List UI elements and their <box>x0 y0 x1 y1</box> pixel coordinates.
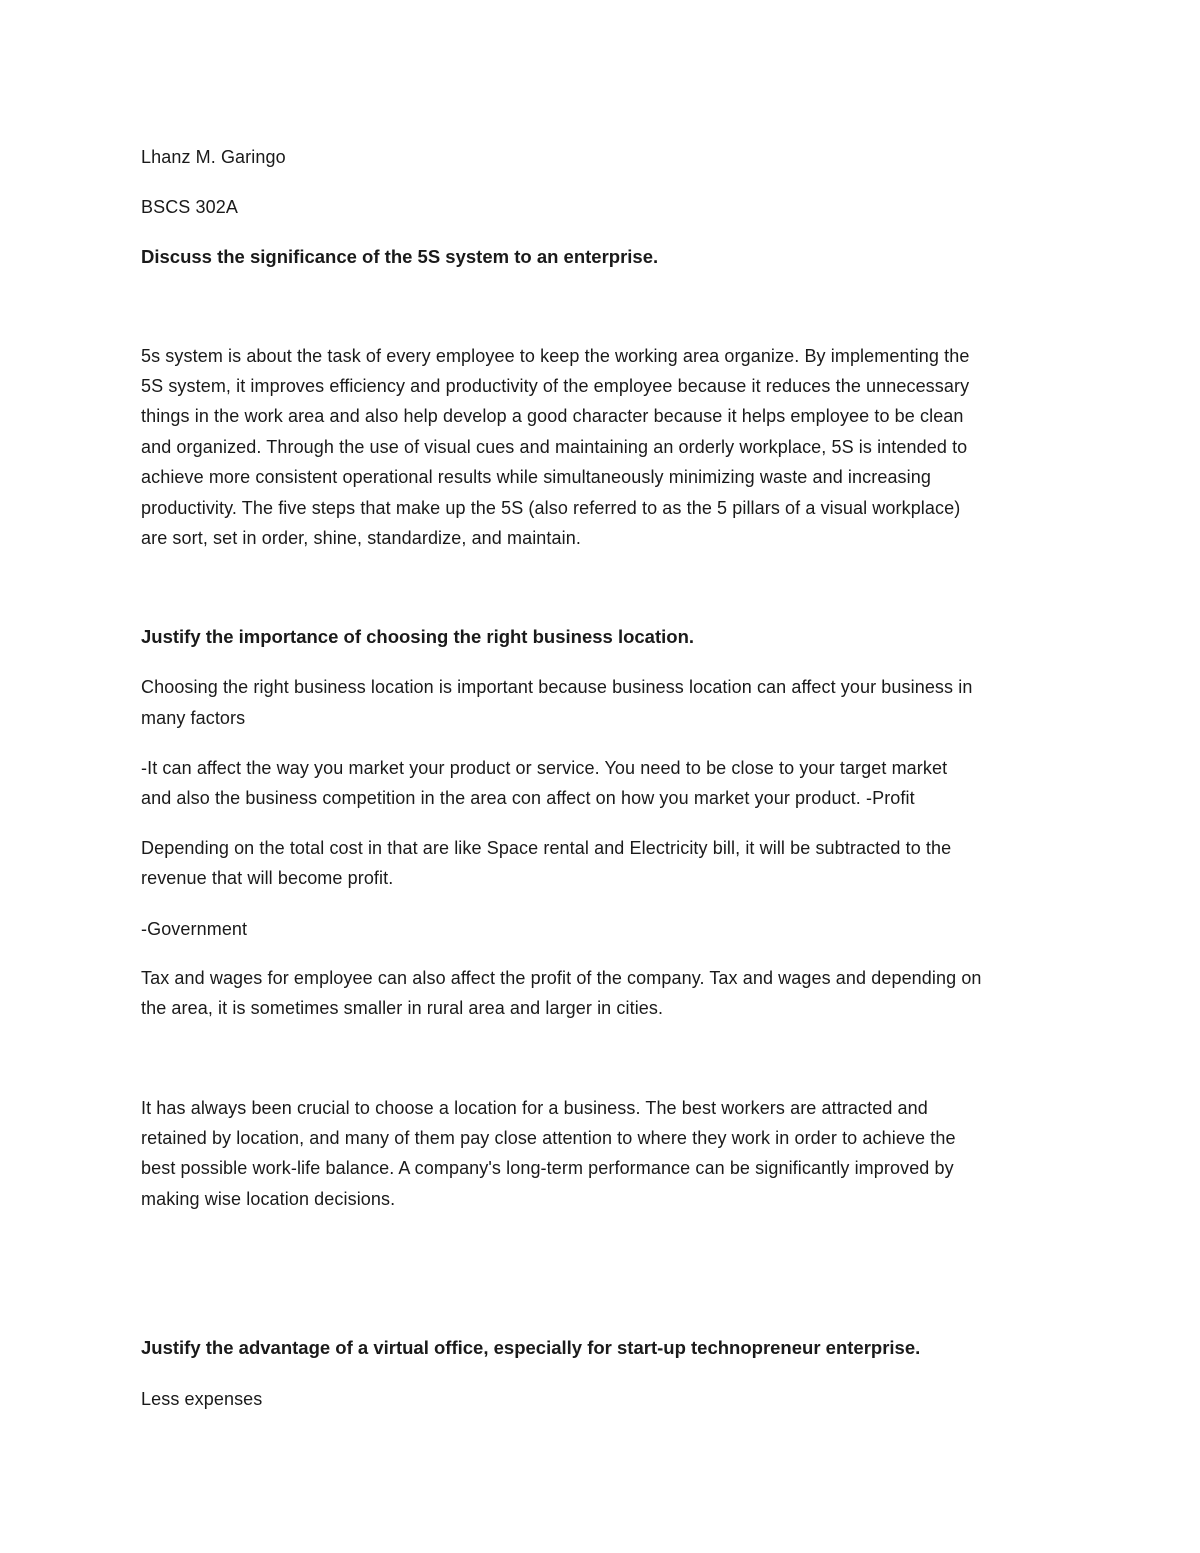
paragraph-line: Choosing the right business location is important because business location can affect your business in <box>141 677 973 697</box>
paragraph-line: It has always been crucial to choose a location for a business. The best workers are attracted and <box>141 1098 928 1118</box>
question-1-heading: Discuss the significance of the 5S system to an enterprise. <box>141 246 659 267</box>
paragraph-line: retained by location, and many of them pay close attention to where they work in order to achieve the <box>141 1128 956 1148</box>
paragraph-line: revenue that will become profit. <box>141 868 394 888</box>
paragraph-line: and also the business competition in the area con affect on how you market your product. -Profit <box>141 788 915 808</box>
paragraph-line: Tax and wages for employee can also affect the profit of the company. Tax and wages and depending on <box>141 968 982 988</box>
paragraph-line: things in the work area and also help develop a good character because it helps employee to be clean <box>141 406 964 426</box>
paragraph-line: -It can affect the way you market your product or service. You need to be close to your target market <box>141 758 948 778</box>
paragraph-line: are sort, set in order, shine, standardize, and maintain. <box>141 528 581 548</box>
question-3-answer: Less expenses <box>141 1389 263 1409</box>
paragraph-line: productivity. The five steps that make up the 5S (also referred to as the 5 pillars of a visual workplace) <box>141 498 961 518</box>
paragraph-line: 5s system is about the task of every employee to keep the working area organize. By implementing the <box>141 346 970 366</box>
paragraph-line: and organized. Through the use of visual cues and maintaining an orderly workplace, 5S is intended to <box>141 437 968 457</box>
paragraph-line: 5S system, it improves efficiency and productivity of the employee because it reduces the unnecessary <box>141 376 970 396</box>
paragraph-line: best possible work-life balance. A company's long-term performance can be significantly improved by <box>141 1158 954 1178</box>
paragraph-line: Depending on the total cost in that are like Space rental and Electricity bill, it will be subtracted to the <box>141 838 952 858</box>
paragraph-line: many factors <box>141 708 246 728</box>
government-label: -Government <box>141 919 248 939</box>
author-name: Lhanz M. Garingo <box>141 147 286 167</box>
section-code: BSCS 302A <box>141 197 238 217</box>
paragraph-line: the area, it is sometimes smaller in rural area and larger in cities. <box>141 998 664 1018</box>
paragraph-line: achieve more consistent operational results while simultaneously minimizing waste and increasing <box>141 467 931 487</box>
question-3-heading: Justify the advantage of a virtual office, especially for start-up technopreneur enterprise. <box>141 1337 921 1358</box>
question-2-heading: Justify the importance of choosing the right business location. <box>141 626 695 647</box>
paragraph-line: making wise location decisions. <box>141 1189 396 1209</box>
